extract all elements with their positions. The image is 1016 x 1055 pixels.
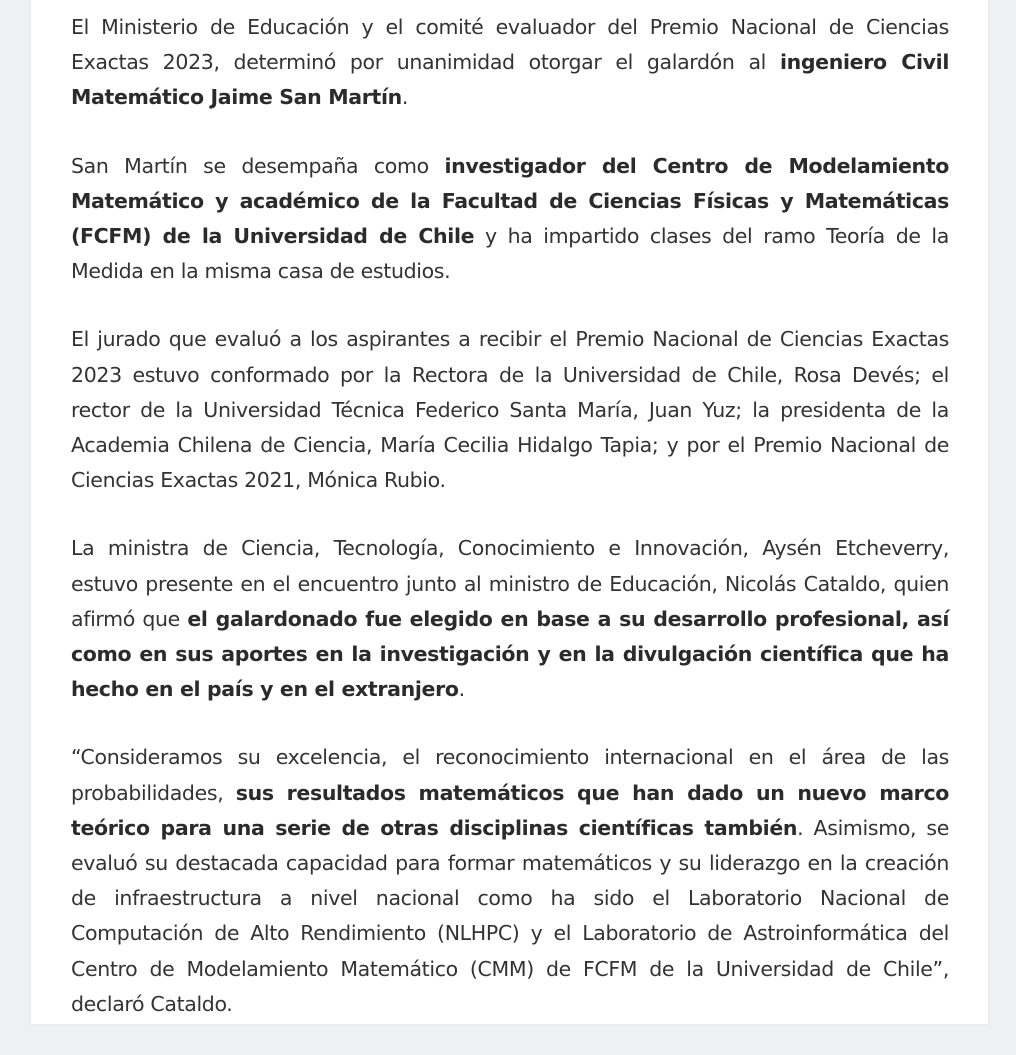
bold-text-segment: sus resultados matemáticos que han dado un nuevo marco teórico para una serie de otras disciplinas científicas también: [71, 780, 949, 840]
text-segment: San Martín se desempaña como: [71, 153, 445, 178]
text-segment: El Ministerio de Educación y el comité evaluador del Premio Nacional de Ciencias Exactas 2023, determinó por unanimidad otorgar el galardón al: [71, 15, 949, 75]
bold-text-segment: el galardonado fue elegido en base a su desarrollo profesional, así como en sus aportes en la investigación y en la divulgación científica que ha hecho en el país y en el extranjero: [71, 606, 949, 702]
paragraph-minister-statement: [71, 531, 949, 707]
article-page: [31, 0, 988, 1024]
text-segment: “Consideramos su excelencia, el reconocimiento internacional en el área de las probabilidades,: [71, 745, 949, 805]
text-segment: .: [458, 677, 465, 702]
article-body: [71, 10, 949, 1055]
bold-text-segment: ingeniero Civil Matemático Jaime San Martín: [71, 50, 949, 110]
text-segment: La ministra de Ciencia, Tecnología, Conocimiento e Innovación, Aysén Etcheverry, estuvo presente en el encuentro junto al ministro de Educación, Nicolás Cataldo, quien afirmó que: [71, 536, 949, 631]
text-segment: y ha impartido clases del ramo Teoría de la Medida en la misma casa de estudios.: [71, 224, 949, 284]
text-segment: .: [401, 85, 409, 110]
paragraph-quote: [71, 740, 949, 1022]
paragraph-award-announcement: [71, 10, 949, 116]
text-segment: El jurado que evaluó a los aspirantes a recibir el Premio Nacional de Ciencias Exactas 2023 estuvo conformado por la Rectora de la Universidad de Chile, Rosa Devés; el rector de la Universidad Técnica Federico Santa María, Juan Yuz; la presidenta de la Academia Chilena de Ciencia, María Cecilia Hidalgo Tapia; y por el Premio Nacional de Ciencias Exactas 2021, Mónica Rubio.: [71, 327, 949, 493]
paragraph-profile: [71, 149, 949, 290]
paragraph-jury: [71, 322, 949, 498]
text-segment: . Asimismo, se evaluó su destacada capacidad para formar matemáticos y su liderazgo en la creación de infraestructura a nivel nacional como ha sido el Laboratorio Nacional de Computación de Alto Rendimiento (NLHPC) y el Laboratorio de Astroinformática del Centro de Modelamiento Matemático (CMM) de FCFM de la Universidad de Chile”, declaró Cataldo.: [71, 815, 950, 1016]
bold-text-segment: investigador del Centro de Modelamiento Matemático y académico de la Facultad de Ciencias Físicas y Matemáticas (FCFM) de la Universidad de Chile: [71, 153, 949, 249]
